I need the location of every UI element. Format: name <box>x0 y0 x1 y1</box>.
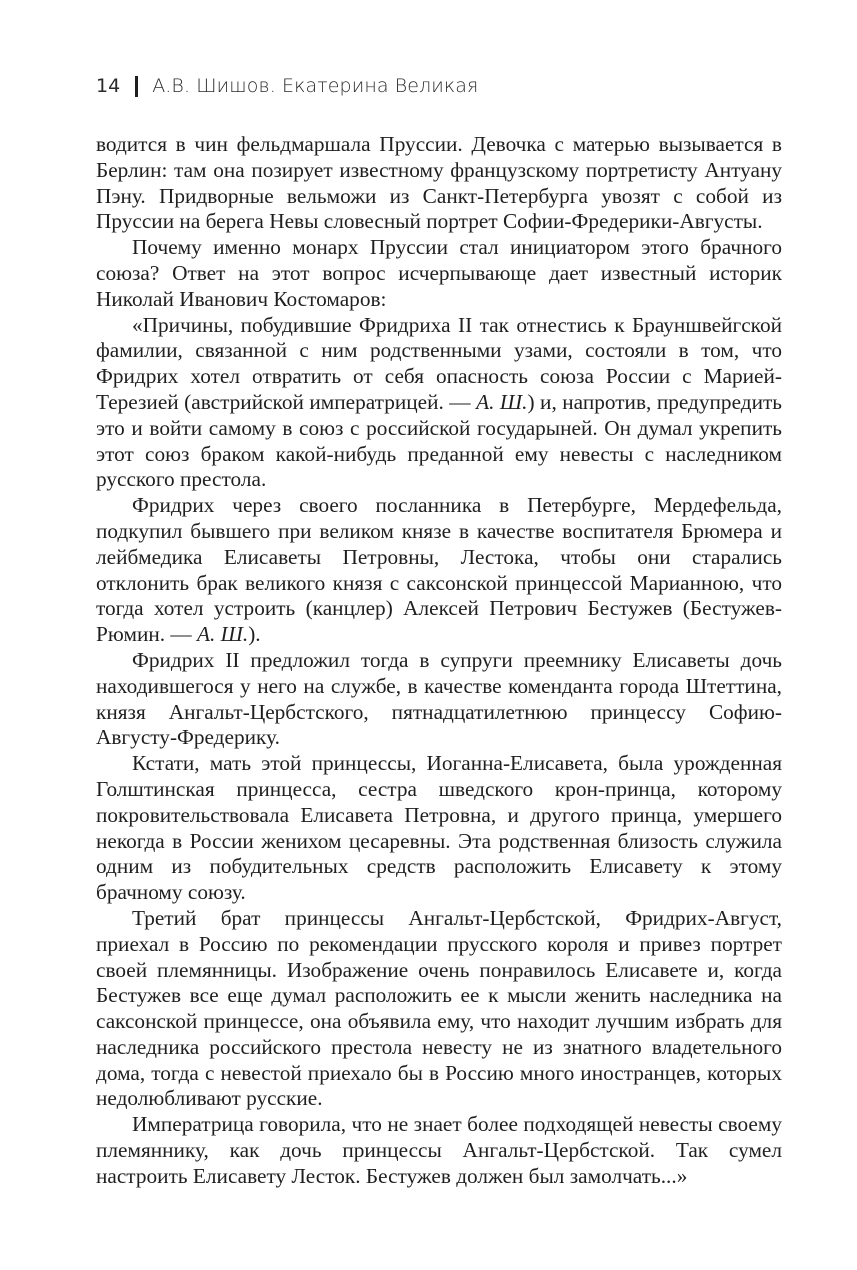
header-divider <box>135 76 138 97</box>
text-segment: «Причины, побудившие Фридриха II так отнестись к Брауншвейгской фамилии, связанной с ним родственными узами, состояли в том, что Фридрих хотел отвратить от себя опасность союза России с Марией-Терезией (австрийской императрицей. — <box>96 312 782 414</box>
text-segment: Фридрих II предложил тогда в супруги преемнику Елисаветы дочь находившегося у него на службе, в качестве коменданта города Штеттина, князя Ангальт-Цербстского, пятнадцатилетнюю принцессу Софию-Августу-Фредерику. <box>96 647 782 750</box>
text-segment: ). <box>248 622 261 647</box>
body-text <box>96 132 782 1190</box>
text-segment: Фридрих через своего посланника в Петербурге, Мердефельда, подкупил бывшего при великом князе в качестве воспитателя Брюмера и лейбмедика Елисаветы Петровны, Лестока, чтобы они старались отклонить брак великого князя с саксонской принцессой Марианною, что тогда хотел устроить (канцлер) Алексей Петрович Бестужев (Бестужев-Рюмин. — <box>96 493 782 647</box>
quote-paragraph <box>96 906 782 1112</box>
text-segment: Третий брат принцессы Ангальт-Цербстской, Фридрих-Август, приехал в Россию по рекомендации прусского короля и привез портрет своей племянницы. Изображение очень понравилось Елисавете и, когда Бестужев все еще думал расположить ее к мысли женить наследника на саксонской принцессе, она объявила ему, что находит лучшим избрать для наследника российского престола невесту не из знатного владетельного дома, тогда с невестой приехало бы в Россию много иностранцев, которых недолюбливают русские. <box>96 905 782 1111</box>
paragraph <box>96 132 782 235</box>
quote-paragraph <box>96 1112 782 1189</box>
text-segment: водится в чин фельдмаршала Пруссии. Девочка с матерью вызывается в Берлин: там она позирует известному французскому портретисту Антуану Пэну. Придворные вельможи из Санкт-Петербурга увозят с собой из Пруссии на берега Невы словесный портрет Софии-Фредерики-Августы. <box>96 132 782 234</box>
author-initials: А. Ш. <box>476 389 528 414</box>
running-header <box>96 72 478 100</box>
running-title: А.В. Шишов. Екатерина Великая <box>152 75 479 97</box>
author-initials: А. Ш. <box>197 622 249 647</box>
text-segment: Почему именно монарх Пруссии стал инициатором этого брачного союза? Ответ на этот вопрос исчерпывающе дает известный историк Николай Иванович Костомаров: <box>96 235 782 311</box>
quote-paragraph <box>96 751 782 906</box>
text-segment: ) и, напротив, предупредить это и войти самому в союз с российской государыней. Он думал укрепить этот союз браком какой-нибудь преданной ему невесты с наследником русского престола. <box>96 389 782 492</box>
quote-paragraph <box>96 648 782 751</box>
paragraph <box>96 235 782 312</box>
text-segment: Императрица говорила, что не знает более подходящей невесты своему племяннику, как дочь принцессы Ангальт-Цербстской. Так сумел настроить Елисавету Лесток. Бестужев должен был замолчать...» <box>96 1112 782 1188</box>
text-segment: Кстати, мать этой принцессы, Иоганна-Елисавета, была урожденная Голштинская принцесса, сестра шведского крон-принца, которому покровительствовала Елисавета Петровна, и другого принца, умершего некогда в России женихом цесаревны. Эта родственная близость служила одним из побудительных средств расположить Елисавету к этому брачному союзу. <box>96 751 782 905</box>
page-number: 14 <box>96 75 121 97</box>
quote-paragraph <box>96 493 782 648</box>
quote-paragraph <box>96 313 782 494</box>
